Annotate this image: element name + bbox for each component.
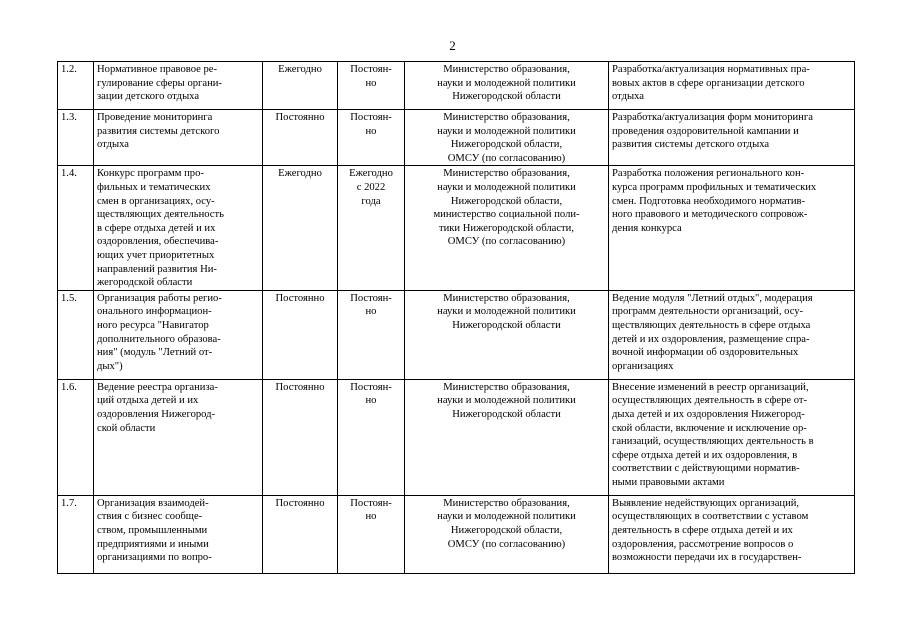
expected-result: Разработка положения регионального кон- курса программ профильных и тематических смен. Подготовка необходимого норматив- ного правового и методического сопровож- дения конкурса [609,166,855,290]
expected-result: Разработка/актуализация форм мониторинга проведения оздоровительной кампании и развития системы детского отдыха [609,110,855,166]
action-plan-table [57,61,855,574]
responsible-executors: Министерство образования, науки и молодежной политики Нижегородской области, ОМСУ (по согласованию) [405,110,609,166]
event-description: Ведение реестра организа- ций отдыха детей и их оздоровления Нижегород- ской области [94,379,263,495]
responsible-executors: Министерство образования, науки и молодежной политики Нижегородской области [405,379,609,495]
table-row [58,62,855,110]
item-number: 1.5. [58,290,94,379]
table-row [58,495,855,573]
execution-period: Постоян- но [338,379,405,495]
expected-result: Выявление недействующих организаций, осуществляющих в соответствии с уставом деятельность в сфере отдыха детей и их оздоровления, рассмотрение вопросов о возможности передачи их в государствен- [609,495,855,573]
execution-term: Постоянно [263,110,338,166]
execution-period: Ежегодно с 2022 года [338,166,405,290]
item-number: 1.3. [58,110,94,166]
event-description: Конкурс программ про- фильных и тематических смен в организациях, осу- ществляющих деятельность в сфере отдыха детей и их оздоровления, обеспечива- ющих учет приоритетных направлений развития Ни- жегородской области [94,166,263,290]
execution-period: Постоян- но [338,110,405,166]
responsible-executors: Министерство образования, науки и молодежной политики Нижегородской области [405,290,609,379]
execution-term: Постоянно [263,495,338,573]
item-number: 1.4. [58,166,94,290]
item-number: 1.2. [58,62,94,110]
page-cutoff [0,582,905,640]
event-description: Организация работы регио- онального информацион- ного ресурса "Навигатор дополнительного образова- ния" (модуль "Летний от- дых") [94,290,263,379]
event-description: Организация взаимодей- ствия с бизнес сообще- ством, промышленными предприятиями и иными организациями по вопро- [94,495,263,573]
expected-result: Внесение изменений в реестр организаций, осуществляющих деятельность в сфере от- дыха детей и их оздоровления Нижегород- ской области, включение и исключение ор- ганизаций, осуществляющих деятельность в сфере отдыха детей и их оздоровления, в соответствии с действующими норматив- ными правовыми актами [609,379,855,495]
page-number: 2 [449,38,456,53]
table-row [58,290,855,379]
item-number: 1.7. [58,495,94,573]
execution-term: Постоянно [263,379,338,495]
table-row [58,379,855,495]
item-number: 1.6. [58,379,94,495]
execution-term: Постоянно [263,290,338,379]
expected-result: Ведение модуля "Летний отдых", модерация программ деятельности организаций, осу- ществляющих деятельность в сфере отдыха детей и их оздоровления, размещение спра- вочной информации об оздоровительных организациях [609,290,855,379]
responsible-executors: Министерство образования, науки и молодежной политики Нижегородской области [405,62,609,110]
expected-result: Разработка/актуализация нормативных пра- вовых актов в сфере организации детского отдыха [609,62,855,110]
execution-period: Постоян- но [338,290,405,379]
execution-period: Постоян- но [338,62,405,110]
execution-term: Ежегодно [263,166,338,290]
table-row [58,110,855,166]
event-description: Проведение мониторинга развития системы детского отдыха [94,110,263,166]
table-row [58,166,855,290]
responsible-executors: Министерство образования, науки и молодежной политики Нижегородской области, ОМСУ (по согласованию) [405,495,609,573]
event-description: Нормативное правовое ре- гулирование сферы органи- зации детского отдыха [94,62,263,110]
responsible-executors: Министерство образования, науки и молодежной политики Нижегородской области, министерство социальной поли- тики Нижегородской области, ОМСУ (по согласованию) [405,166,609,290]
execution-period: Постоян- но [338,495,405,573]
execution-term: Ежегодно [263,62,338,110]
